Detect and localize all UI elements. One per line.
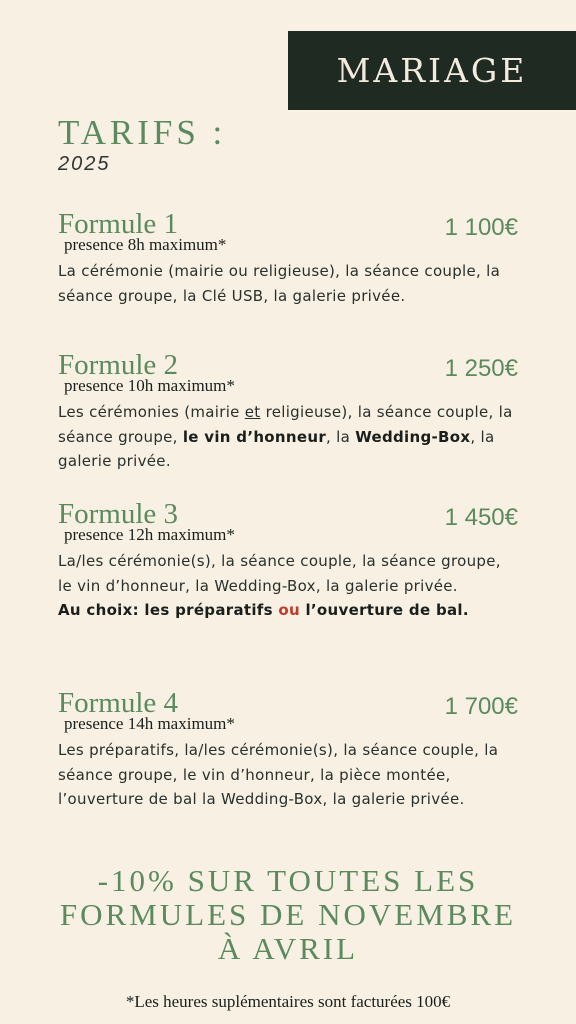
desc-text: , la xyxy=(326,427,356,446)
footnote: *Les heures suplémentaires sont facturées 100€ xyxy=(125,992,451,1011)
formula-name: Formule 2 xyxy=(58,349,179,381)
formula-presence: presence 10h maximum* xyxy=(64,376,235,395)
choice-text: l’ouverture de bal. xyxy=(299,601,469,619)
desc-text: La/les cérémonie(s), la séance couple, la séance groupe, le vin d’honneur, la Wedding-Box, la galerie privée. xyxy=(58,552,501,595)
formula-name: Formule 1 xyxy=(58,208,179,240)
formula-price: 1 700€ xyxy=(444,693,518,720)
year-label: 2025 xyxy=(58,153,111,175)
banner-text: MARIAGE xyxy=(336,51,528,90)
desc-bold: le vin d’honneur xyxy=(182,427,327,446)
formula-price: 1 100€ xyxy=(444,214,518,241)
formula-description: La cérémonie (mairie ou religieuse), la séance couple, la séance groupe, la Clé USB, la galerie privée. xyxy=(58,262,501,305)
formula-presence: presence 12h maximum* xyxy=(64,525,235,544)
mariage-banner xyxy=(288,31,576,110)
formula-name: Formule 3 xyxy=(58,498,179,530)
desc-bold: Wedding-Box xyxy=(355,427,471,446)
page-title: TARIFS : xyxy=(58,113,227,152)
promo-line: -10% SUR TOUTES LES xyxy=(97,863,479,898)
desc-text: religieuse), la séance couple, la séance groupe, xyxy=(58,403,513,446)
promo-line: À AVRIL xyxy=(217,931,359,966)
choice-or: ou xyxy=(278,601,300,619)
choice-text: Au choix: les préparatifs xyxy=(58,601,279,619)
formula-name: Formule 4 xyxy=(58,687,179,719)
formula-presence: presence 8h maximum* xyxy=(64,235,227,254)
formula-description xyxy=(58,400,518,474)
formula-price: 1 450€ xyxy=(444,504,518,531)
promo-banner xyxy=(0,864,576,966)
formula-presence: presence 14h maximum* xyxy=(64,714,235,733)
desc-underlined: et xyxy=(244,403,261,421)
formula-description xyxy=(58,549,518,623)
formula-price: 1 250€ xyxy=(444,355,518,382)
desc-text: , la galerie privée. xyxy=(58,427,495,470)
promo-line: FORMULES DE NOVEMBRE xyxy=(59,897,517,932)
formula-description: Les préparatifs, la/les cérémonie(s), la séance couple, la séance groupe, le vin d’honneur, la pièce montée, l’ouverture de bal la Wedding-Box, la galerie privée. xyxy=(58,741,499,808)
desc-text: Les cérémonies (mairie xyxy=(58,403,245,421)
